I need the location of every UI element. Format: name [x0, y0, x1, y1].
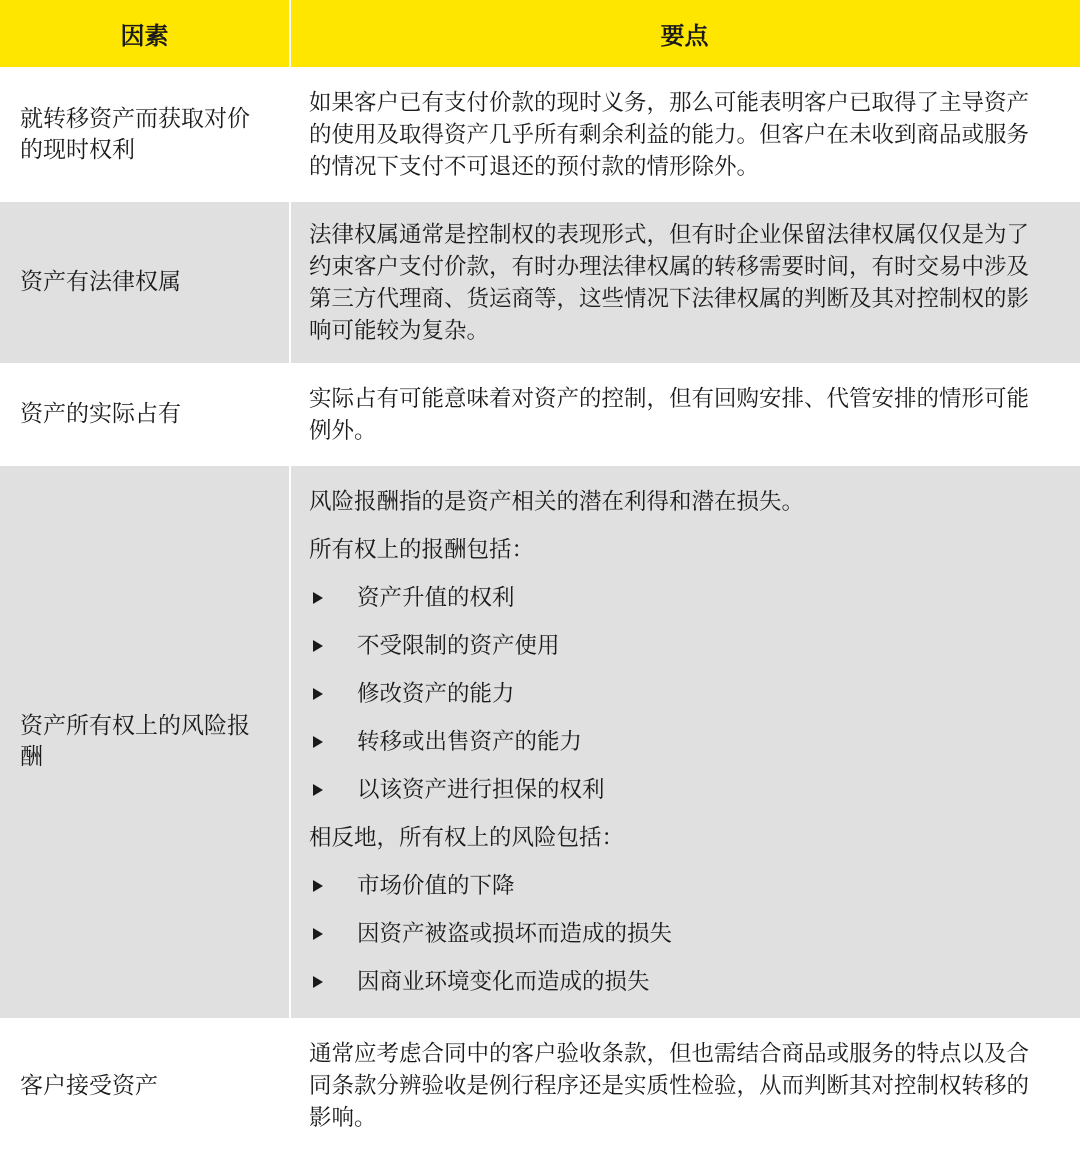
- list-item: [309, 582, 1060, 614]
- factor-cell: [0, 466, 289, 1018]
- factor-cell: [0, 365, 289, 464]
- factor-text: 资产有法律权属: [20, 269, 181, 295]
- table-row: [0, 365, 1080, 464]
- bullet-text: 市场价值的下降: [357, 873, 515, 899]
- bullet-triangle-icon: [313, 736, 323, 748]
- point-cell: [291, 69, 1080, 200]
- bullet-text: 资产升值的权利: [357, 585, 515, 611]
- bullet-text: 以该资产进行担保的权利: [357, 777, 605, 803]
- bullet-triangle-icon: [313, 976, 323, 988]
- column-divider: [289, 0, 291, 1152]
- factor-cell: [0, 202, 289, 363]
- factor-text: 就转移资产而获取对价的现时权利: [20, 105, 250, 163]
- bullet-triangle-icon: [313, 880, 323, 892]
- list-item: [309, 918, 1060, 950]
- header-factor: 因素: [120, 22, 169, 50]
- point-text: 法律权属通常是控制权的表现形式，但有时企业保留法律权属仅仅是为了约束客户支付价款，有时办理法律权属的转移需要时间，有时交易中涉及第三方代理商、货运商等，这些情况下法律权属的判断及其对控制权的影响可能较为复杂。: [309, 221, 1030, 344]
- point-text: 如果客户已有支付价款的现时义务，那么可能表明客户已取得了主导资产的使用及取得资产几乎所有剩余利益的能力。但客户在未收到商品或服务的情况下支付不可退还的预付款的情形除外。: [309, 89, 1030, 180]
- factor-cell: [0, 1020, 289, 1152]
- table-row: [0, 1020, 1080, 1152]
- bullet-triangle-icon: [313, 592, 323, 604]
- table-header: [0, 0, 1080, 67]
- risk-reward-block: [309, 486, 1060, 998]
- bullet-triangle-icon: [313, 928, 323, 940]
- list-item: [309, 678, 1060, 710]
- list-item: [309, 774, 1060, 806]
- bullet-text: 转移或出售资产的能力: [357, 729, 583, 755]
- risks-heading: 相反地，所有权上的风险包括：: [309, 825, 625, 851]
- list-item: [309, 630, 1060, 662]
- factor-text: 资产的实际占有: [20, 401, 181, 427]
- list-item: [309, 726, 1060, 758]
- rewards-heading: 所有权上的报酬包括：: [309, 537, 535, 563]
- table-row: [0, 466, 1080, 1018]
- factor-cell: [0, 69, 289, 200]
- bullet-text: 因资产被盗或损坏而造成的损失: [357, 921, 673, 947]
- bullet-text: 修改资产的能力: [357, 681, 515, 707]
- point-text: 通常应考虑合同中的客户验收条款，但也需结合商品或服务的特点以及合同条款分辨验收是例行程序还是实质性检验，从而判断其对控制权转移的影响。: [309, 1041, 1030, 1131]
- factor-text: 资产所有权上的风险报酬: [20, 713, 250, 770]
- intro-text: 风险报酬指的是资产相关的潜在利得和潜在损失。: [309, 489, 805, 515]
- point-cell: [291, 1020, 1080, 1152]
- bullet-triangle-icon: [313, 640, 323, 652]
- table-row: [0, 69, 1080, 200]
- bullet-triangle-icon: [313, 688, 323, 700]
- table-row: [0, 202, 1080, 363]
- header-point: 要点: [660, 22, 709, 50]
- list-item: [309, 966, 1060, 998]
- point-cell: [291, 365, 1080, 464]
- bullet-text: 不受限制的资产使用: [357, 633, 560, 659]
- list-item: [309, 870, 1060, 902]
- point-text: 实际占有可能意味着对资产的控制，但有回购安排、代管安排的情形可能例外。: [309, 385, 1030, 444]
- bullet-text: 因商业环境变化而造成的损失: [357, 969, 650, 995]
- point-cell: [291, 466, 1080, 1018]
- bullet-triangle-icon: [313, 784, 323, 796]
- factor-text: 客户接受资产: [20, 1072, 158, 1099]
- point-cell: [291, 202, 1080, 363]
